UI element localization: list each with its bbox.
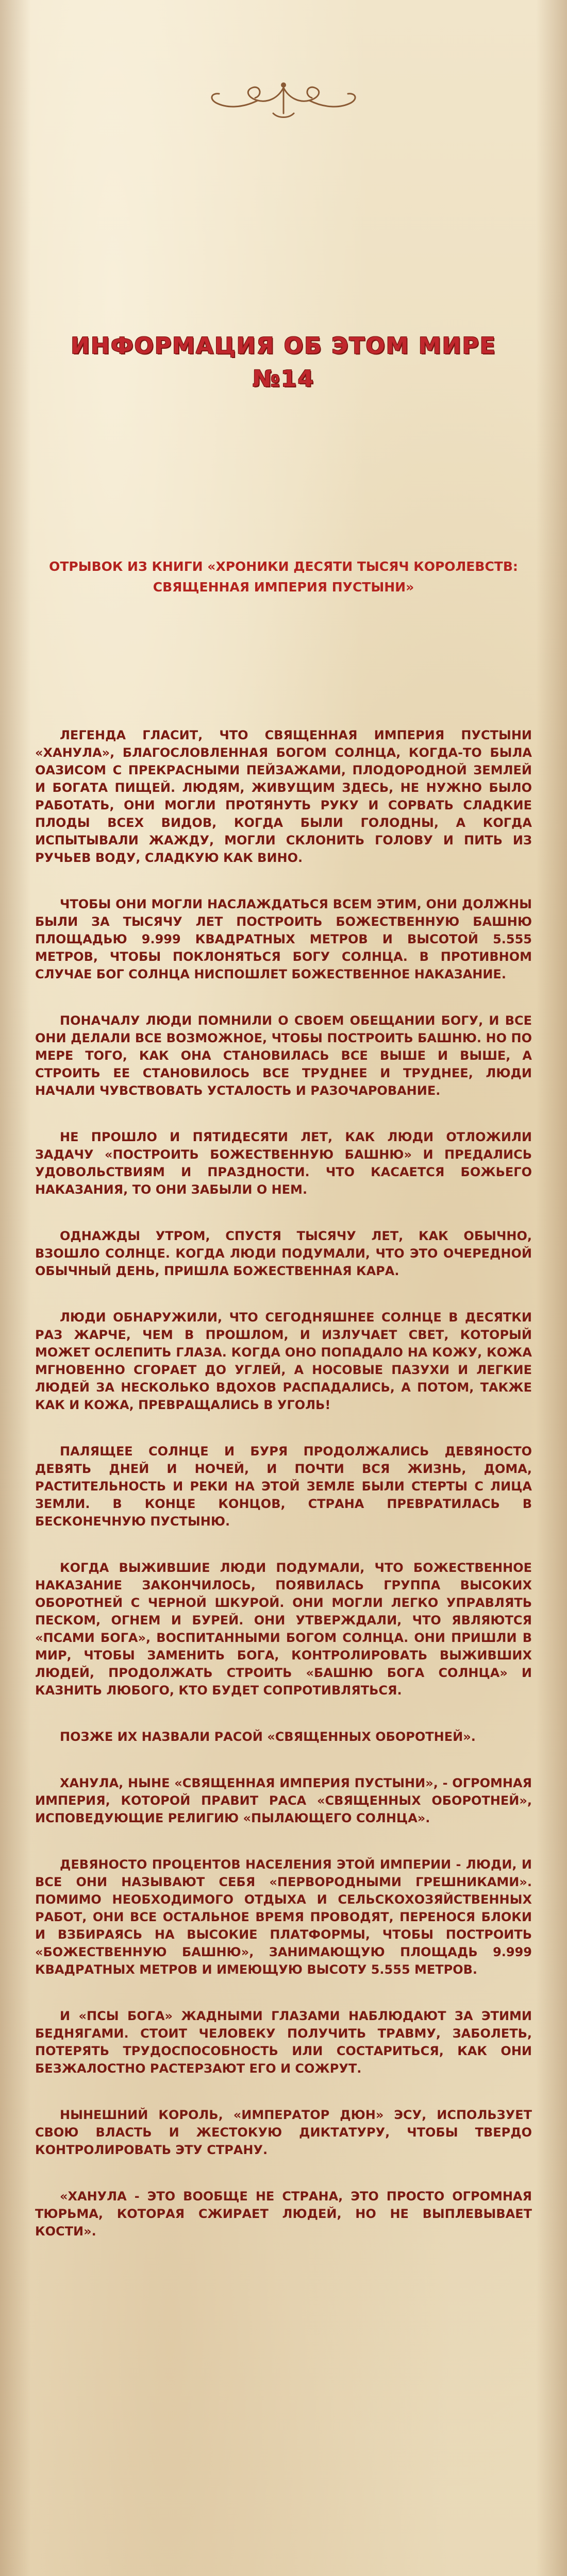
- page-title: [52, 330, 515, 396]
- source-prefix: ОТРЫВОК ИЗ КНИГИ: [49, 559, 203, 574]
- paragraph: НЫНЕШНИЙ КОРОЛЬ, «ИМПЕРАТОР ДЮН» ЭСУ, ИСПОЛЬЗУЕТ СВОЮ ВЛАСТЬ И ЖЕСТОКУЮ ДИКТАТУРУ, ЧТОБЫ ТВЕРДО КОНТРОЛИРОВАТЬ ЭТУ СТРАНУ.: [35, 2108, 532, 2157]
- source-caption: [49, 556, 518, 598]
- paper-edge-left: [0, 0, 31, 2576]
- paragraph: ЧТОБЫ ОНИ МОГЛИ НАСЛАЖДАТЬСЯ ВСЕМ ЭТИМ, ОНИ ДОЛЖНЫ БЫЛИ ЗА ТЫСЯЧУ ЛЕТ ПОСТРОИТЬ БОЖЕСТВЕННУЮ БАШНЮ ПЛОЩАДЬЮ 9.999 КВАДРАТНЫХ МЕТРОВ И ВЫСОТОЙ 5.555 МЕТРОВ, ЧТОБЫ ПОКЛОНЯТЬСЯ БОГУ СОЛНЦА. В ПРОТИВНОМ СЛУЧАЕ БОГ СОЛНЦА НИСПОШЛЕТ БОЖЕСТВЕННОЕ НАКАЗАНИЕ.: [35, 897, 532, 981]
- paragraph: ОДНАЖДЫ УТРОМ, СПУСТЯ ТЫСЯЧУ ЛЕТ, КАК ОБЫЧНО, ВЗОШЛО СОЛНЦЕ. КОГДА ЛЮДИ ПОДУМАЛИ, ЧТО ЭТО ОЧЕРЕДНОЙ ОБЫЧНЫЙ ДЕНЬ, ПРИШЛА БОЖЕСТВЕННАЯ КАРА.: [35, 1229, 532, 1278]
- paragraph: КОГДА ВЫЖИВШИЕ ЛЮДИ ПОДУМАЛИ, ЧТО БОЖЕСТВЕННОЕ НАКАЗАНИЕ ЗАКОНЧИЛОСЬ, ПОЯВИЛАСЬ ГРУППА ВЫСОКИХ ОБОРОТНЕЙ С ЧЕРНОЙ ШКУРОЙ. ОНИ МОГЛИ ЛЕГКО УПРАВЛЯТЬ ПЕСКОМ, ОГНЕМ И БУРЕЙ. ОНИ УТВЕРЖДАЛИ, ЧТО ЯВЛЯЮТСЯ «ПСАМИ БОГА», ВОСПИТАННЫМИ БОГОМ СОЛНЦА. ОНИ ПРИШЛИ В МИР, ЧТОБЫ ЗАМЕНИТЬ БОГА, КОНТРОЛИРОВАТЬ ВЫЖИВШИХ ЛЮДЕЙ, ПРОДОЛЖАТЬ СТРОИТЬ «БАШНЮ БОГА СОЛНЦА» И КАЗНИТЬ ЛЮБОГО, КТО БУДЕТ СОПРОТИВЛЯТЬСЯ.: [35, 1561, 532, 1698]
- paragraph: «ХАНУЛА - ЭТО ВООБЩЕ НЕ СТРАНА, ЭТО ПРОСТО ОГРОМНАЯ ТЮРЬМА, КОТОРАЯ СЖИРАЕТ ЛЮДЕЙ, НО НЕ ВЫПЛЕВЫВАЕТ КОСТИ».: [35, 2189, 532, 2239]
- paragraph: ПОНАЧАЛУ ЛЮДИ ПОМНИЛИ О СВОЕМ ОБЕЩАНИИ БОГУ, И ВСЕ ОНИ ДЕЛАЛИ ВСЕ ВОЗМОЖНОЕ, ЧТОБЫ ПОСТРОИТЬ БАШНЮ. НО ПО МЕРЕ ТОГО, КАК ОНА СТАНОВИЛАСЬ ВСЕ ВЫШЕ И ВЫШЕ, А СТРОИТЬ ЕЕ СТАНОВИЛОСЬ ВСЕ ТРУДНЕЕ И ТРУДНЕЕ, ЛЮДИ НАЧАЛИ ЧУВСТВОВАТЬ УСТАЛОСТЬ И РАЗОЧАРОВАНИЕ.: [35, 1013, 532, 1098]
- paragraph: ДЕВЯНОСТО ПРОЦЕНТОВ НАСЕЛЕНИЯ ЭТОЙ ИМПЕРИИ - ЛЮДИ, И ВСЕ ОНИ НАЗЫВАЮТ СЕБЯ «ПЕРВОРОДНЫМИ ГРЕШНИКАМИ». ПОМИМО НЕОБХОДИМОГО ОТДЫХА И СЕЛЬСКОХОЗЯЙСТВЕННЫХ РАБОТ, ОНИ ВСЕ ОСТАЛЬНОЕ ВРЕМЯ ПРОВОДЯТ, ПЕРЕНОСЯ БЛОКИ И ВЗБИРАЯСЬ НА ВЫСОКИЕ ПЛАТФОРМЫ, ЧТОБЫ ПОСТРОИТЬ «БОЖЕСТВЕННУЮ БАШНЮ», ЗАНИМАЮЩУЮ ПЛОЩАДЬ 9.999 КВАДРАТНЫХ МЕТРОВ И ИМЕЮЩУЮ ВЫСОТУ 5.555 МЕТРОВ.: [35, 1857, 532, 1977]
- paragraph: НЕ ПРОШЛО И ПЯТИДЕСЯТИ ЛЕТ, КАК ЛЮДИ ОТЛОЖИЛИ ЗАДАЧУ «ПОСТРОИТЬ БОЖЕСТВЕННУЮ БАШНЮ» И ПРЕДАЛИСЬ УДОВОЛЬСТВИЯМ И ПРАЗДНОСТИ. ЧТО КАСАЕТСЯ БОЖЬЕГО НАКАЗАНИЯ, ТО ОНИ ЗАБЫЛИ О НЕМ.: [35, 1130, 532, 1197]
- paragraph: ХАНУЛА, НЫНЕ «СВЯЩЕННАЯ ИМПЕРИЯ ПУСТЫНИ», - ОГРОМНАЯ ИМПЕРИЯ, КОТОРОЙ ПРАВИТ РАСА «СВЯЩЕННЫХ ОБОРОТНЕЙ», ИСПОВЕДУЮЩИЕ РЕЛИГИЮ «ПЫЛАЮЩЕГО СОЛНЦА».: [35, 1776, 532, 1825]
- paragraph: ЛЕГЕНДА ГЛАСИТ, ЧТО СВЯЩЕННАЯ ИМПЕРИЯ ПУСТЫНИ «ХАНУЛА», БЛАГОСЛОВЛЕННАЯ БОГОМ СОЛНЦА, КОГДА-ТО БЫЛА ОАЗИСОМ С ПРЕКРАСНЫМИ ПЕЙЗАЖАМИ, ПЛОДОРОДНОЙ ЗЕМЛЕЙ И БОГАТА ПИЩЕЙ. ЛЮДЯМ, ЖИВУЩИМ ЗДЕСЬ, НЕ НУЖНО БЫЛО РАБОТАТЬ, ОНИ МОГЛИ ПРОТЯНУТЬ РУКУ И СОРВАТЬ СЛАДКИЕ ПЛОДЫ ВСЕХ ВИДОВ, КОГДА БЫЛИ ГОЛОДНЫ, А КОГДА ИСПЫТЫВАЛИ ЖАЖДУ, МОГЛИ СКЛОНИТЬ ГОЛОВУ И ПИТЬ ИЗ РУЧЬЕВ ВОДУ, СЛАДКУЮ КАК ВИНО.: [35, 728, 532, 865]
- paragraph: ПОЗЖЕ ИХ НАЗВАЛИ РАСОЙ «СВЯЩЕННЫХ ОБОРОТНЕЙ».: [60, 1730, 476, 1744]
- paper-edge-right: [536, 0, 567, 2576]
- paragraph: ЛЮДИ ОБНАРУЖИЛИ, ЧТО СЕГОДНЯШНЕЕ СОЛНЦЕ В ДЕСЯТКИ РАЗ ЖАРЧЕ, ЧЕМ В ПРОШЛОМ, И ИЗЛУЧАЕТ СВЕТ, КОТОРЫЙ МОЖЕТ ОСЛЕПИТЬ ГЛАЗА. КОГДА ОНО ПОПАДАЛО НА КОЖУ, КОЖА МГНОВЕННО СГОРАЕТ ДО УГЛЕЙ, А НОСОВЫЕ ПАЗУХИ И ЛЕГКИЕ ЛЮДЕЙ ЗА НЕСКОЛЬКО ВДОХОВ РАСПАДАЛИСЬ, А ПОТОМ, ТАКЖЕ КАК И КОЖА, ПРЕВРАЩАЛИСЬ В УГОЛЬ!: [35, 1310, 532, 1412]
- paragraph: ПАЛЯЩЕЕ СОЛНЦЕ И БУРЯ ПРОДОЛЖАЛИСЬ ДЕВЯНОСТО ДЕВЯТЬ ДНЕЙ И НОЧЕЙ, И ПОЧТИ ВСЯ ЖИЗНЬ, ДОМА, РАСТИТЕЛЬНОСТЬ И РЕКИ НА ЭТОЙ ЗЕМЛЕ БЫЛИ СТЕРТЫ С ЛИЦА ЗЕМЛИ. В КОНЦЕ КОНЦОВ, СТРАНА ПРЕВРАТИЛАСЬ В БЕСКОНЕЧНУЮ ПУСТЫНЮ.: [35, 1444, 532, 1529]
- title-line-2: №14: [252, 366, 315, 392]
- paragraph: И «ПСЫ БОГА» ЖАДНЫМИ ГЛАЗАМИ НАБЛЮДАЮТ ЗА ЭТИМИ БЕДНЯГАМИ. СТОИТ ЧЕЛОВЕКУ ПОЛУЧИТЬ ТРАВМУ, ЗАБОЛЕТЬ, ПОТЕРЯТЬ ТРУДОСПОСОБНОСТЬ ИЛИ СОСТАРИТЬСЯ, КАК ОНИ БЕЗЖАЛОСТНО РАСТЕРЗАЮТ ЕГО И СОЖРУТ.: [35, 2009, 532, 2076]
- book-title: «ХРОНИКИ ДЕСЯТИ ТЫСЯЧ КОРОЛЕВСТВ: СВЯЩЕННАЯ ИМПЕРИЯ ПУСТЫНИ»: [153, 559, 518, 595]
- story-body: [35, 726, 532, 2269]
- flourish-ornament-icon: [201, 77, 366, 124]
- title-line-1: ИНФОРМАЦИЯ ОБ ЭТОМ МИРЕ: [71, 333, 496, 359]
